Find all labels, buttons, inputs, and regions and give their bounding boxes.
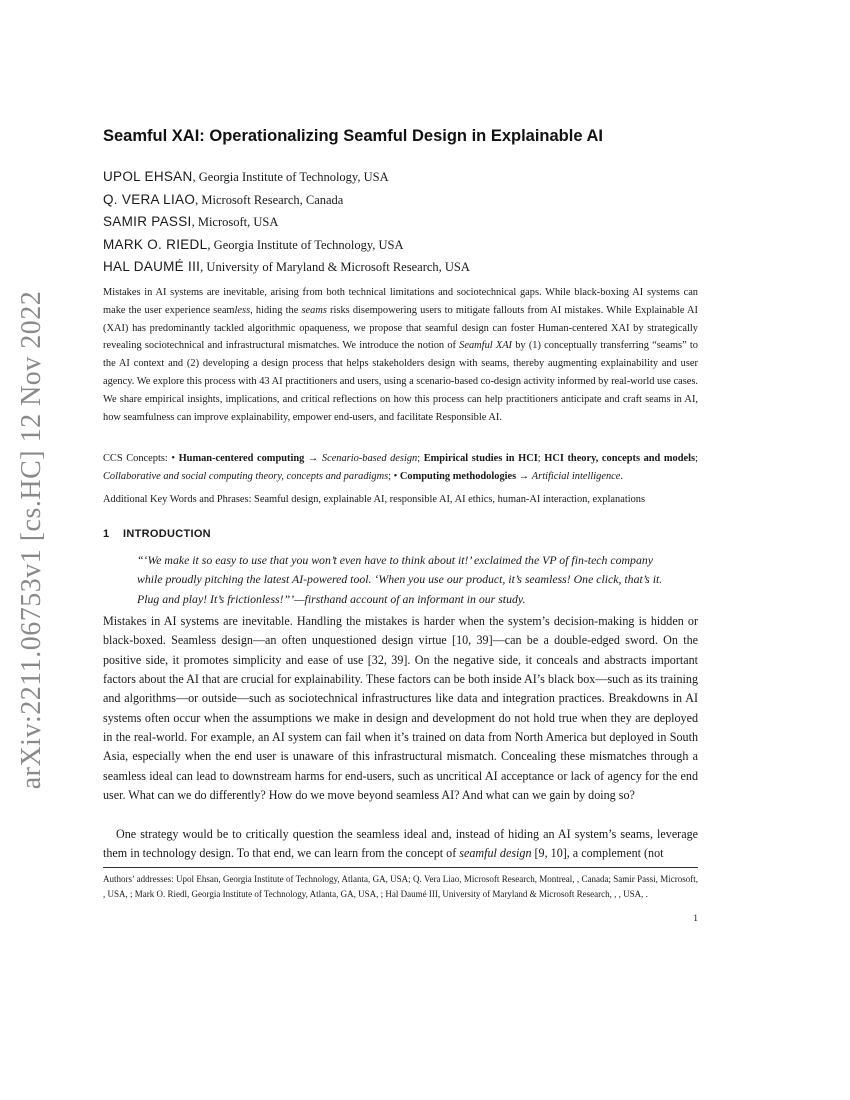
author-affiliation: , Microsoft, USA: [191, 215, 279, 229]
body-paragraph: One strategy would be to critically question the seamless ideal and, instead of hiding an AI system’s seams, leverage them in technology design. To that end, we can learn from the concept of seamful design [9, 10], a complement (not: [103, 827, 698, 861]
author-list: [103, 166, 470, 279]
section-heading: [103, 528, 211, 540]
author-name: Q. VERA LIAO: [103, 191, 196, 207]
authors-addresses-footnote: Authors’ addresses: Upol Ehsan, Georgia Institute of Technology, Atlanta, GA, USA; Q. Vera Liao, Microsoft Research, Montreal, , Canada; Samir Passi, Microsoft, , USA, ; Mark O. Riedl, Georgia Institute of Technology, Atlanta, GA, USA, ; Hal Daumé III, University of Maryland & Microsoft Research, , , USA, .: [103, 874, 698, 899]
footnote-divider: [103, 867, 698, 868]
author-name: HAL DAUMÉ III: [103, 259, 201, 274]
author-affiliation: , Georgia Institute of Technology, USA: [192, 170, 389, 184]
ccs-concepts: CCS Concepts: • Human-centered computing → Scenario-based design; Empirical studies in HCI; HCI theory, concepts and models; Collaborative and social computing theory, concepts and paradigms; • Computing methodologies → Artificial intelligence.: [103, 453, 698, 482]
page-number: 1: [693, 914, 698, 924]
author-name: MARK O. RIEDL: [103, 236, 208, 252]
body-paragraph: Mistakes in AI systems are inevitable. Handling the mistakes is harder when the system’s decision-making is hidden or black-boxed. Seamless design—an often unquestioned design virtue [10, 39]—can be a double-edged sword. On the positive side, it promotes simplicity and ease of use [32, 39]. On the negative side, it conceals and abstracts important factors about the AI that are crucial for explainability. These factors can be both inside AI’s black box—such as its training and algorithms—or outside—such as sociotechnical infrastructures like data and integration practices. Breakdowns in AI systems often occur when the assumptions we make in design and development do not hold true when they are deployed in the real-world. For example, an AI system can fail when it’s trained on data from North America but deployed in South Asia, especially when the end user is unaware of this infrastructural mismatch. Concealing these mismatches through a seamless ideal can lead to downstream harms for end-users, such as uncritical AI acceptance or lack of agency for the end user. What can we do differently? How do we move beyond seamless AI? And what can we gain by doing so?: [103, 614, 698, 803]
epigraph-quote: “‘We make it so easy to use that you won’t even have to think about it!’ exclaimed the VP of fin-tech company while proudly pitching the latest AI-powered tool. ‘When you use our product, it’s seamless! One click, that’s it. Plug and play! It’s frictionless!”’—firsthand account of an informant in our study.: [137, 553, 663, 606]
arxiv-stamp: [12, 290, 52, 790]
author-affiliation: , Microsoft Research, Canada: [195, 192, 344, 207]
author-name: UPOL EHSAN: [103, 169, 193, 184]
author-entry: [103, 189, 470, 212]
abstract: Mistakes in AI systems are inevitable, arising from both technical limitations and sociotechnical gaps. While black-boxing AI systems can make the user experience seamless, hiding the seams risks disempowering users to mitigate fallouts from AI mistakes. While Explainable AI (XAI) has predominantly tackled algorithmic opaqueness, we propose that seamful design can foster Human-centered XAI by strategically revealing sociotechnical and infrastructural mismatches. We introduce the notion of Seamful XAI by (1) conceptually transferring “seams” to the AI context and (2) developing a design process that helps stakeholders design with seams, thereby augmenting explainability and user agency. We explore this process with 43 AI practitioners and users, using a scenario-based co-design activity informed by real-world use cases. We share empirical insights, implications, and critical reflections on how this process can help practitioners anticipate and craft seams in AI, how seamfulness can improve explainability, empower end-users, and facilitate Responsible AI.: [103, 287, 699, 423]
keywords: Additional Key Words and Phrases: Seamful design, explainable AI, responsible AI, AI ethics, human-AI interaction, explanations: [103, 494, 646, 505]
arxiv-stamp-text: arXiv:2211.06753v1 [cs.HC] 12 Nov 2022: [16, 290, 47, 790]
section-number: 1: [103, 528, 110, 540]
author-affiliation: , University of Maryland & Microsoft Research, USA: [200, 260, 470, 274]
author-entry: [103, 256, 470, 279]
section-title: INTRODUCTION: [123, 528, 211, 540]
author-name: SAMIR PASSI: [103, 214, 192, 229]
paper-title: Seamful XAI: Operationalizing Seamful Design in Explainable AI: [103, 127, 603, 145]
author-entry: [103, 234, 470, 257]
author-entry: [103, 211, 470, 234]
author-affiliation: , Georgia Institute of Technology, USA: [207, 237, 404, 252]
author-entry: [103, 166, 470, 189]
